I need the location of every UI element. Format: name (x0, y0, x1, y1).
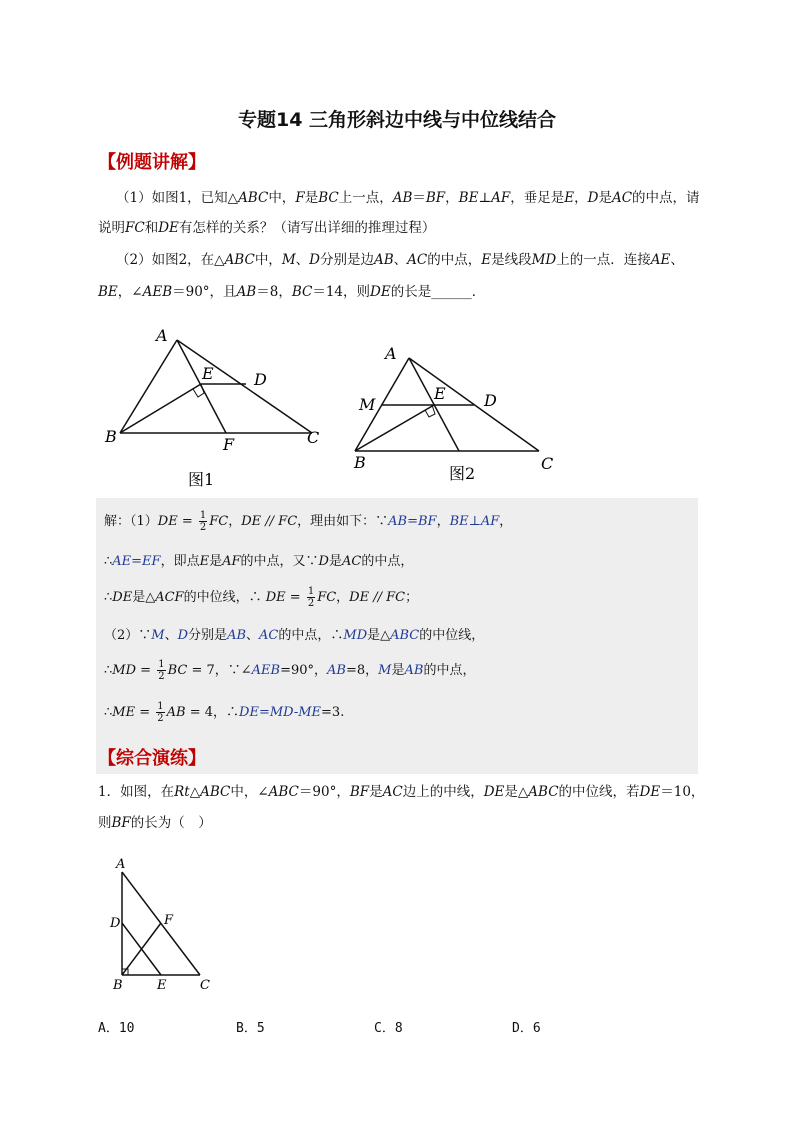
figure-3 (100, 850, 230, 1000)
fig2-caption: 图2 (449, 464, 476, 483)
fig1-label-c: C (307, 428, 320, 447)
section-heading-practice: 【综合演练】 (98, 748, 206, 769)
question-1-line-1: （1）如图1，已知△ABC中，F是BC上一点，AB＝BF，BE⊥AF，垂足是E，D是AC的中点，请 (116, 190, 700, 206)
problem-1-line-1: 1．如图，在Rt△ABC中，∠ABC＝90°，BF是AC边上的中线，DE是△ABC的中位线，若DE＝10， (98, 784, 705, 800)
figure-2 (345, 335, 565, 490)
fig3-label-e: E (157, 978, 167, 993)
fraction-one-half: $\frac{1}{2}$ (199, 510, 207, 533)
solution-line-5: ∴MD = $\frac{1}{2}$ BC = 7，∵∠AEB=90°，AB=8，M是AB的中点， (104, 659, 476, 682)
fig2-label-c: C (541, 454, 554, 473)
figure-1 (96, 320, 336, 490)
fig1-segment-ab (120, 340, 177, 433)
option-b: B．5 (236, 1021, 265, 1036)
solution-line-1: 解：（1）DE = $\frac{1}{2}$ FC，DE // FC，理由如下：∵AB=BF，BE⊥AF， (104, 510, 513, 533)
fig3-label-f: F (164, 913, 174, 928)
question-2-line-2: BE，∠AEB＝90°，且AB＝8，BC＝14，则DE的长是______． (98, 284, 486, 300)
fig1-label-e: E (202, 364, 214, 383)
option-c: C．8 (374, 1021, 403, 1036)
fraction-one-half: $\frac{1}{2}$ (157, 701, 164, 724)
fraction-one-half: $\frac{1}{2}$ (307, 586, 315, 609)
option-a: A．10 (98, 1021, 135, 1036)
fig3-label-d: D (110, 916, 121, 931)
solution-line-2: ∴AE=EF，即点E是AF的中点，又∵D是AC的中点， (104, 554, 414, 569)
option-d: D．6 (512, 1021, 541, 1036)
fig2-label-b: B (354, 453, 366, 472)
solution-line-6: ∴ME = $\frac{1}{2}$ AB = 4，∴DE=MD-ME=3. (104, 701, 345, 724)
section-heading-examples: 【例题讲解】 (98, 152, 206, 173)
fig3-label-c: C (200, 978, 210, 993)
solution-line-4: （2）∵M、D分别是AB、AC的中点，∴MD是△ABC的中位线， (104, 628, 485, 643)
fig3-label-a: A (116, 857, 126, 872)
fraction-one-half: $\frac{1}{2}$ (158, 659, 165, 682)
fig2-label-d: D (484, 391, 497, 410)
question-2-line-1: （2）如图2，在△ABC中，M、D分别是边AB、AC的中点，E是线段MD上的一点．连接AE、 (116, 252, 684, 268)
fig1-label-a: A (156, 326, 168, 345)
fig1-label-b: B (105, 427, 117, 446)
fig1-caption: 图1 (188, 470, 215, 489)
fig3-label-b: B (113, 978, 123, 993)
fig1-label-d: D (254, 370, 267, 389)
problem-1-line-2: 则BF的长为（ ） (98, 815, 212, 831)
fig1-segment-be (120, 384, 201, 433)
page-title: 专题14 三角形斜边中线与中位线结合 (237, 109, 557, 131)
question-1-line-2: 说明FC和DE有怎样的关系？（请写出详细的推理过程） (98, 220, 436, 236)
fig2-label-m: M (359, 395, 376, 414)
fig2-label-a: A (385, 344, 397, 363)
fig2-label-e: E (434, 384, 446, 403)
fig1-label-f: F (223, 435, 235, 454)
solution-line-3: ∴DE是△ACF的中位线，∴ DE = $\frac{1}{2}$ FC，DE // FC； (104, 586, 419, 609)
